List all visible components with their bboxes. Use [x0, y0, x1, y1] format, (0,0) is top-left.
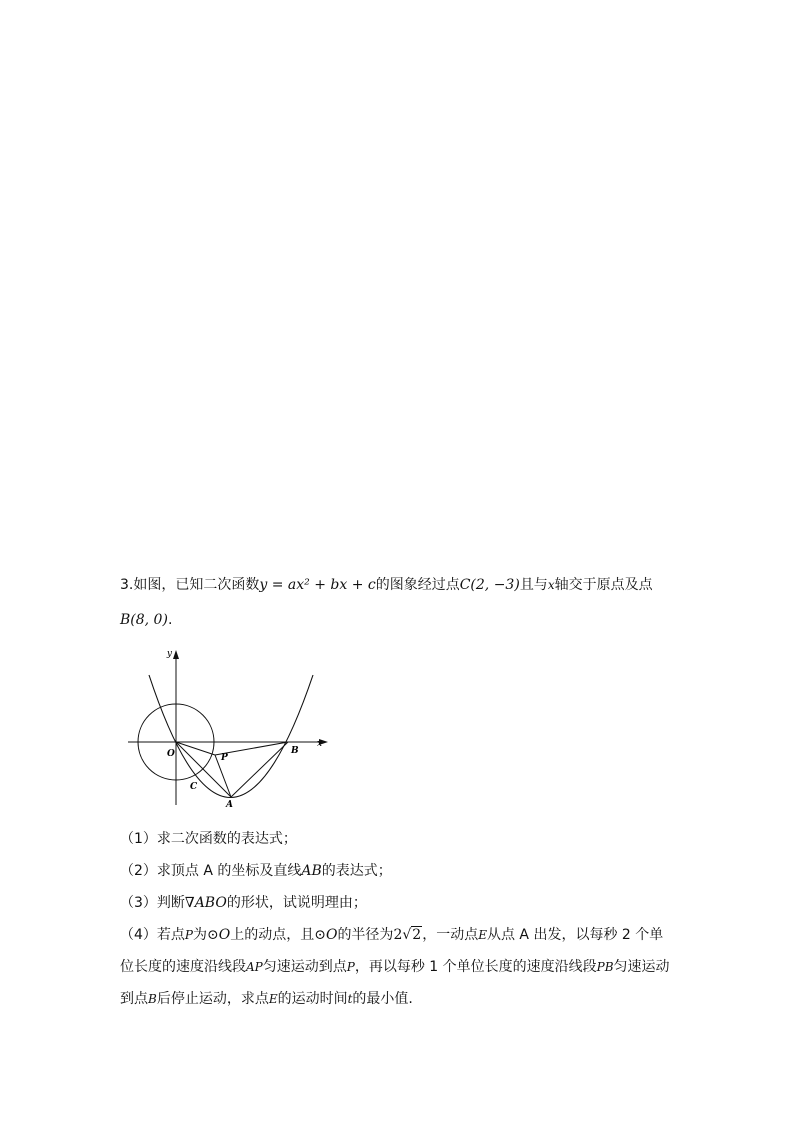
y-axis-arrow — [173, 650, 179, 659]
q4-text-c: 上的动点，且 — [230, 927, 315, 943]
stem-text-c: 且与 — [519, 577, 548, 593]
q4-segment-ap: AP — [246, 960, 263, 974]
label-o: O — [167, 749, 175, 759]
q3-triangle: ∇ABO — [184, 895, 227, 911]
label-b: B — [291, 746, 299, 756]
q4-point-e: E — [478, 928, 487, 942]
sqrt-icon: √ — [402, 927, 412, 943]
q4-text-e: ，一动点 — [422, 927, 479, 943]
q4-line2-text-a: 位长度的速度沿线段 — [120, 959, 246, 975]
q4-text-f: 从点 A 出发，以每秒 2 个单 — [486, 927, 664, 943]
q4-radius-coef: 2 — [393, 927, 403, 943]
stem-text-b: 的图象经过点 — [375, 577, 460, 593]
q4-point-p: P — [184, 928, 193, 942]
q4-line2-text-d: 匀速运动 — [613, 959, 670, 975]
quadratic-formula: y = ax² + bx + c — [259, 577, 376, 593]
q4-point-e-2: E — [268, 992, 278, 1006]
q4-line3-text-b: 后停止运动，求点 — [156, 991, 269, 1007]
question-4-line3 — [120, 989, 413, 1009]
q4-point-b: B — [148, 992, 157, 1006]
stem-text-d: 轴交于原点及点 — [554, 577, 653, 593]
q4-point-p-2: P — [346, 960, 355, 974]
q4-text-b: 为 — [193, 927, 207, 943]
q4-line2-text-b: 匀速运动到点 — [262, 959, 347, 975]
point-c-coords: C(2, −3) — [459, 577, 520, 593]
q4-circle-o-2: ⊙O — [314, 927, 338, 943]
q4-radius-root: 2 — [412, 927, 422, 943]
problem-stem-line1 — [120, 575, 653, 595]
parabola-curve — [149, 675, 313, 798]
label-a: A — [226, 800, 233, 810]
q2-text-b: 的表达式； — [321, 863, 392, 879]
question-4-line1 — [120, 925, 663, 945]
x-variable: x — [547, 578, 555, 592]
q4-text-a: （4）若点 — [120, 927, 185, 943]
point-b-coords: B(8, 0) — [120, 612, 168, 628]
label-p: P — [221, 753, 228, 763]
segment-oa — [176, 742, 231, 797]
stem-text-a: 3.如图，已知二次函数 — [120, 577, 260, 593]
stem-text-e: . — [167, 612, 173, 628]
label-x: x — [317, 739, 323, 749]
q4-text-d: 的半径为 — [337, 927, 394, 943]
q4-circle-o-1: ⊙O — [207, 927, 231, 943]
q4-line3-text-c: 的运动时间 — [277, 991, 348, 1007]
label-y: y — [166, 649, 172, 659]
question-2 — [120, 861, 392, 881]
q4-segment-pb: PB — [596, 960, 614, 974]
q4-line3-text-a: 到点 — [120, 991, 148, 1007]
q2-line-ab: AB — [301, 863, 322, 879]
q2-text-a: （2）求顶点 A 的坐标及直线 — [120, 863, 302, 879]
problem-stem-line2 — [120, 610, 172, 630]
question-3 — [120, 893, 367, 913]
q4-line3-text-d: 的最小值. — [352, 991, 413, 1007]
q4-time-t: t — [347, 992, 353, 1006]
geometry-figure — [120, 645, 335, 810]
label-c: C — [190, 782, 198, 792]
q4-line2-text-c: ，再以每秒 1 个单位长度的速度沿线段 — [354, 959, 597, 975]
question-4-line2 — [120, 957, 670, 977]
question-1-text: （1）求二次函数的表达式； — [120, 831, 297, 847]
q3-text-b: 的形状，试说明理由； — [226, 895, 367, 911]
question-1 — [120, 829, 297, 849]
q3-text-a: （3）判断 — [120, 895, 185, 911]
